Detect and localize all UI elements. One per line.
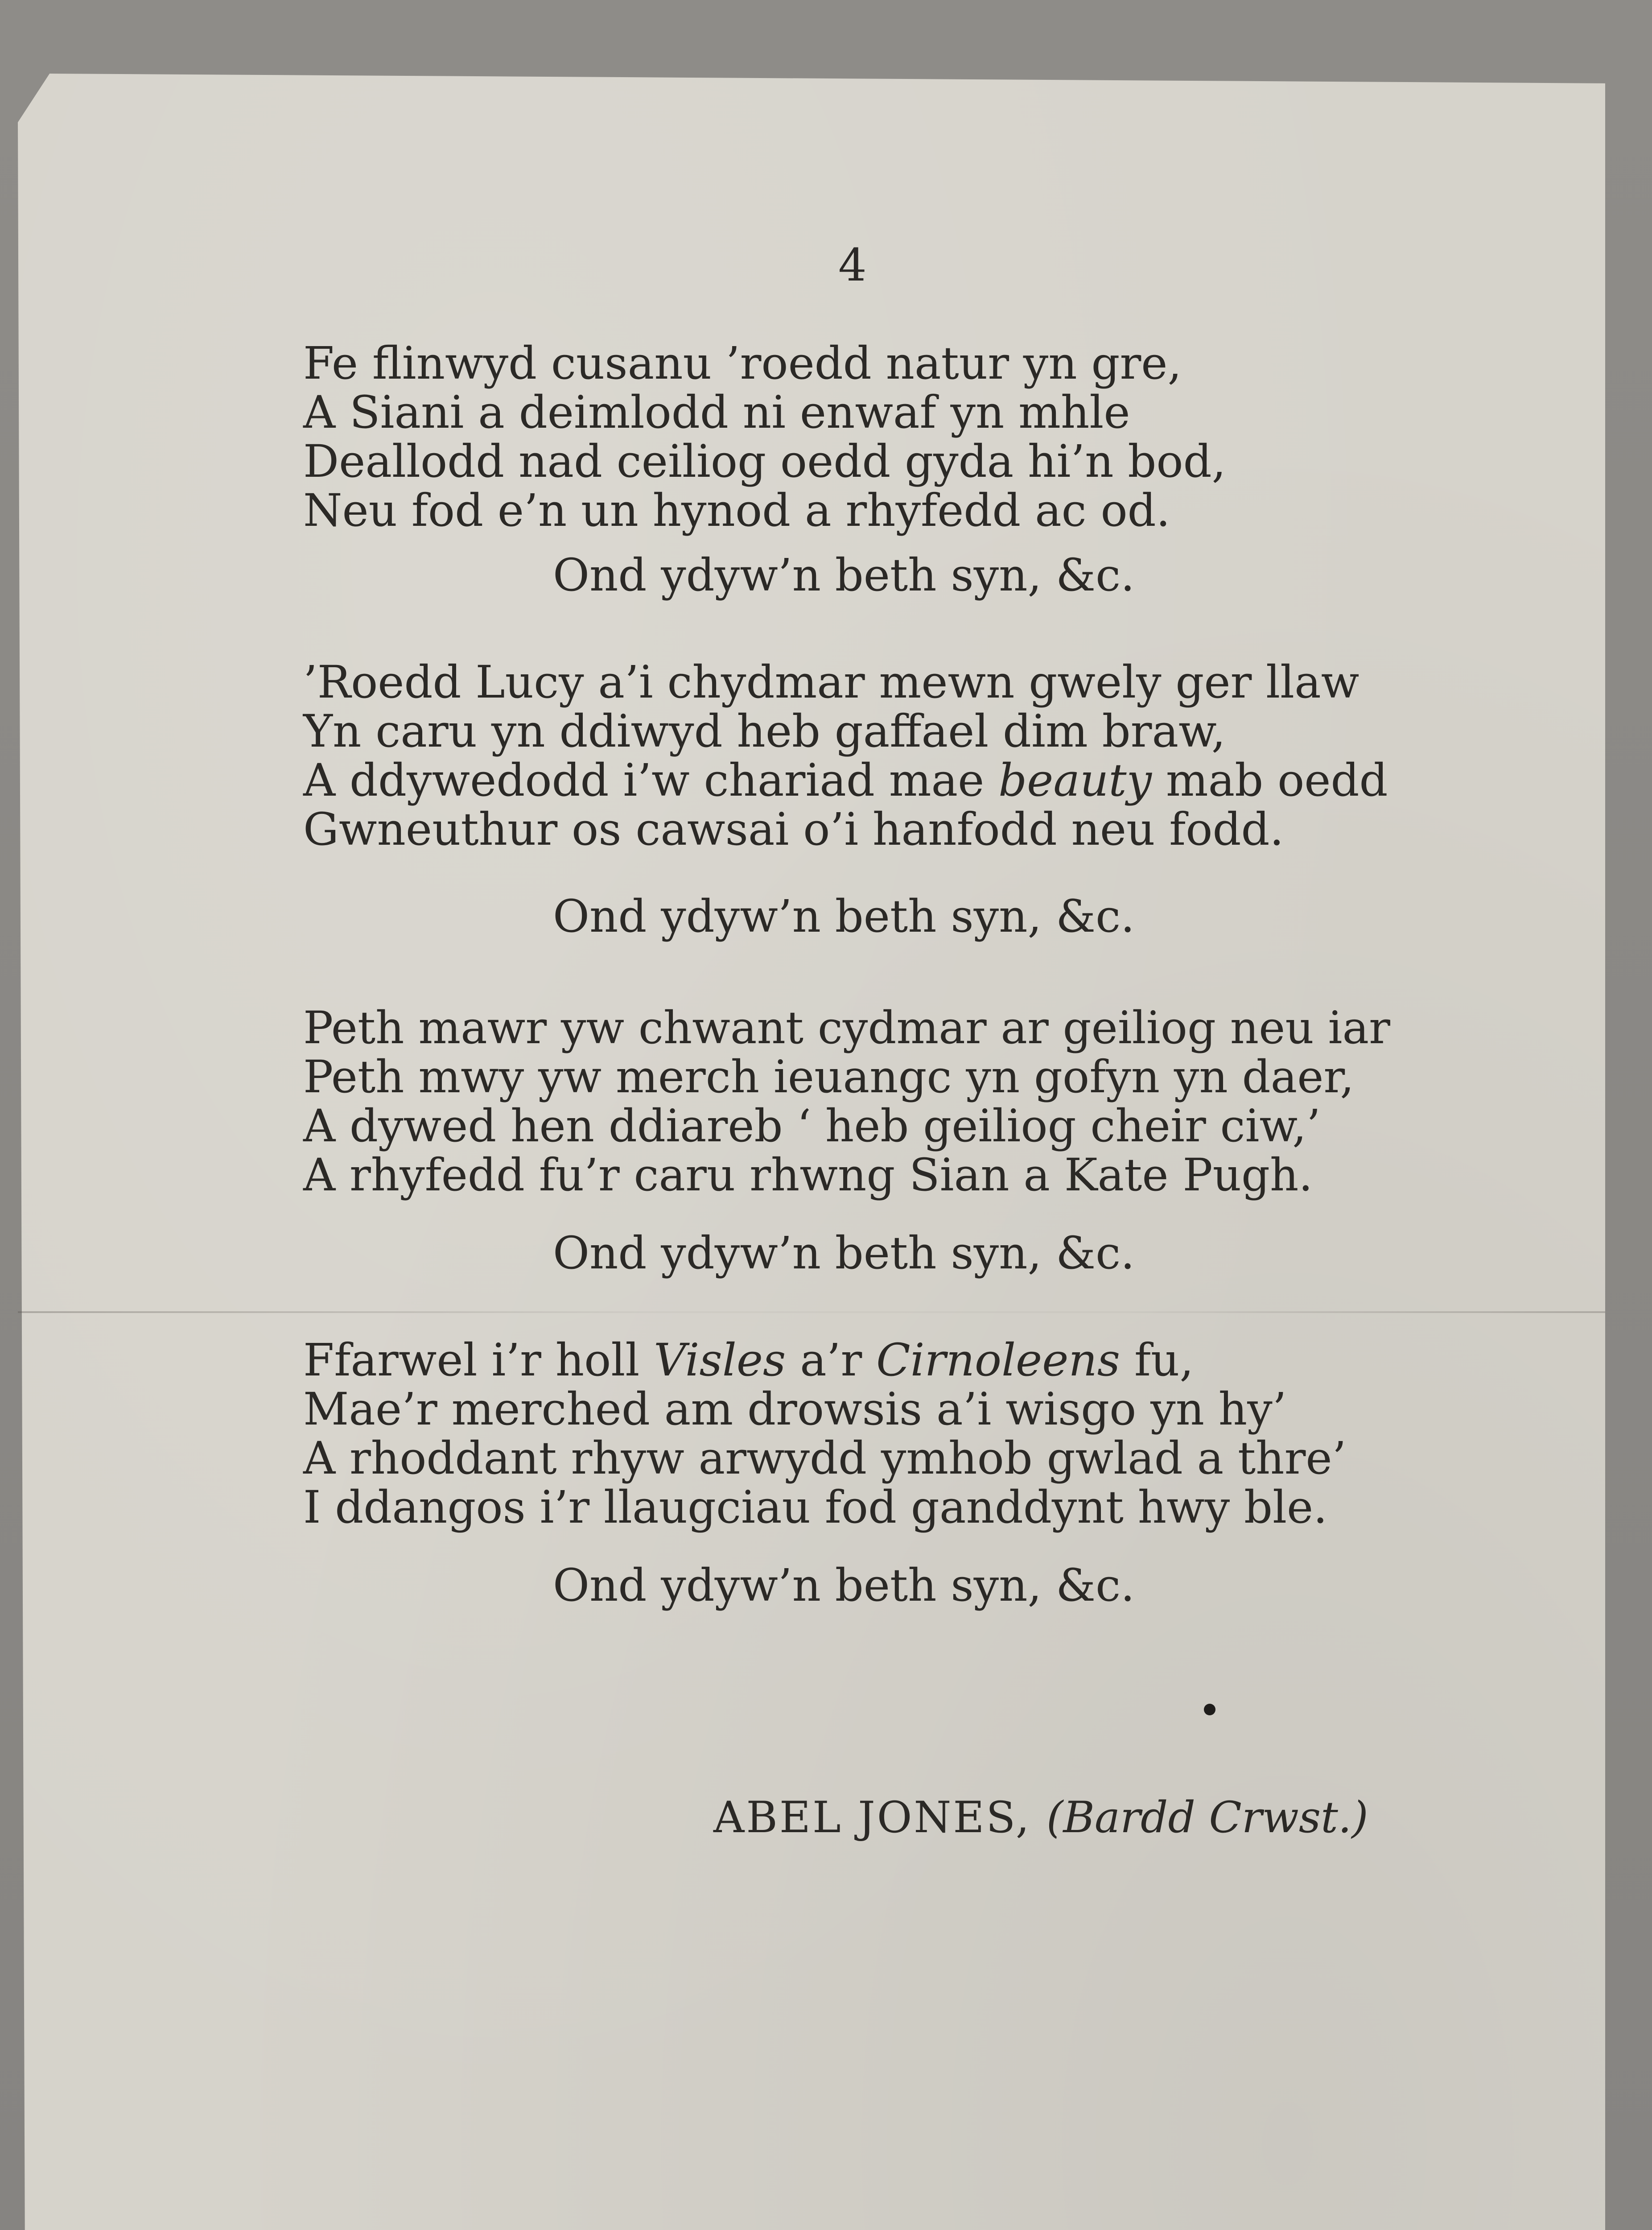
ink-dot: [1204, 1704, 1215, 1715]
refrain: Ond ydyw’n beth syn, &c.: [553, 549, 1135, 601]
paper-fold-crease: [18, 1311, 1605, 1313]
stanza-line: A dywed hen ddiareb ‘ heb geiliog cheir ciw,’: [303, 1100, 1321, 1152]
refrain: Ond ydyw’n beth syn, &c.: [553, 1559, 1135, 1611]
bardic-name: (Bardd Crwst.): [1046, 1792, 1368, 1842]
line-text: mab oedd: [1166, 754, 1388, 806]
line-text: a’r: [800, 1334, 862, 1386]
stanza-line: A rhoddant rhyw arwydd ymhob gwlad a thre’: [303, 1432, 1347, 1484]
line-text: Ffarwel i’r holl: [303, 1334, 640, 1386]
author-signature: [713, 1793, 1368, 1842]
stanza-line: A rhyfedd fu’r caru rhwng Sian a Kate Pugh.: [303, 1149, 1313, 1201]
page-number: 4: [838, 239, 867, 291]
stanza-line: ’Roedd Lucy a’i chydmar mewn gwely ger llaw: [303, 656, 1360, 708]
stanza-4: [303, 1336, 1418, 1532]
stanza-1: [303, 339, 1418, 535]
stanza-line: A Siani a deimlodd ni enwaf yn mhle: [303, 386, 1130, 438]
stanza-line: Mae’r merched am drowsis a’i wisgo yn hy’: [303, 1383, 1287, 1435]
italic-word: Cirnoleens: [876, 1334, 1121, 1386]
stanza-line: I ddangos i’r llaugciau fod ganddynt hwy ble.: [303, 1481, 1328, 1533]
stanza-line: Neu fod e’n un hynod a rhyfedd ac od.: [303, 484, 1170, 537]
stanza-line: Gwneuthur os cawsai o’i hanfodd neu fodd.: [303, 803, 1284, 855]
stanza-line: Fe flinwyd cusanu ’roedd natur yn gre,: [303, 337, 1182, 389]
stanza-3: [303, 1004, 1418, 1200]
refrain: Ond ydyw’n beth syn, &c.: [553, 1227, 1135, 1279]
line-text: A ddywedodd i’w chariad mae: [303, 754, 985, 806]
stanza-line: Peth mwy yw merch ieuangc yn gofyn yn daer,: [303, 1051, 1355, 1103]
italic-word: Visles: [654, 1334, 786, 1386]
refrain: Ond ydyw’n beth syn, &c.: [553, 890, 1135, 942]
stanza-2: [303, 658, 1418, 854]
stanza-line: Deallodd nad ceiliog oedd gyda hi’n bod,: [303, 435, 1226, 487]
italic-word: beauty: [998, 754, 1152, 806]
stanza-line: Yn caru yn ddiwyd heb gaffael dim braw,: [303, 705, 1226, 757]
line-text: fu,: [1134, 1334, 1194, 1386]
author-name: ABEL JONES,: [713, 1792, 1031, 1842]
stanza-line-with-italic: [303, 1336, 1418, 1385]
stanza-line-with-italic: [303, 756, 1418, 805]
stanza-line: Peth mawr yw chwant cydmar ar geiliog neu iar: [303, 1002, 1390, 1054]
